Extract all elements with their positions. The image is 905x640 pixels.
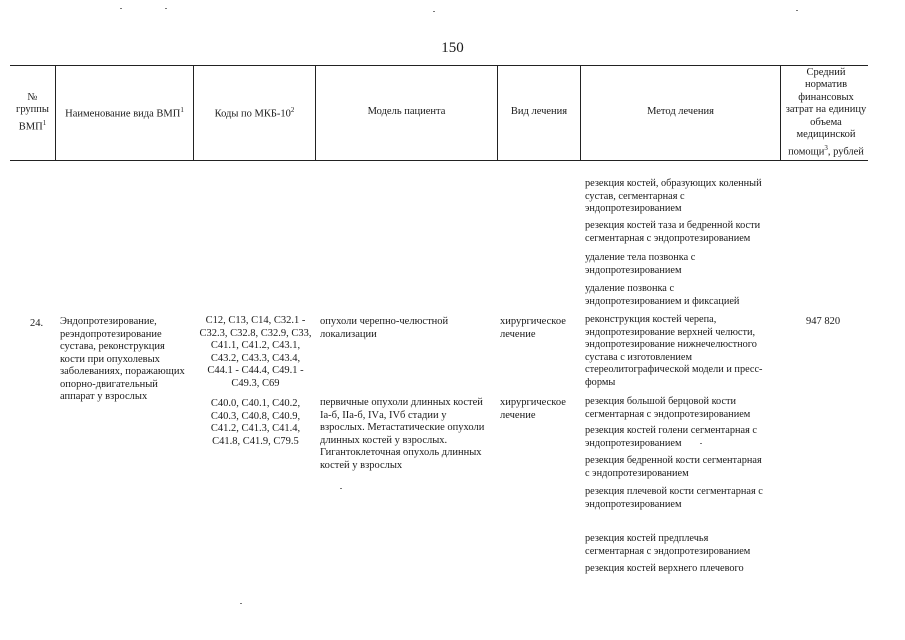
header-treatment-type-text: Вид лечения <box>510 106 568 118</box>
vmp-name: Эндопротезирование, реэндопротезирование сустава, реконструкция кости при опухолевых заболеваниях, поражающих опорно-двигательный аппарат у взрослых <box>60 316 185 402</box>
method-item: реконструкция костей черепа, эндопротезирование верхней челюсти, эндопротезирование нижнечелюстного сустава с изготовлением стереолитографической модели и пресс- формы <box>585 314 763 388</box>
header-icd-codes-text: Коды по МКБ-10 <box>214 108 291 120</box>
method-item: резекция костей, образующих коленный сустав, сегментарная с эндопротезированием <box>585 178 762 214</box>
footnote-mark: 2 <box>290 106 295 114</box>
method-item: резекция костей предплечья сегментарная с эндопротезированием <box>585 533 751 557</box>
method-item: резекция костей верхнего плечевого <box>585 563 744 574</box>
scan-speck <box>700 443 702 444</box>
scan-speck <box>240 603 242 604</box>
header-icd-codes <box>194 65 315 160</box>
method-item: резекция костей голени сегментарная с эндопротезированием <box>585 425 757 449</box>
method-item: резекция плечевой кости сегментарная с эндопротезированием <box>585 486 763 510</box>
patient-model-1: опухоли черепно-челюстной локализации <box>320 316 449 340</box>
scan-speck <box>433 11 435 12</box>
method-item: резекция большой берцовой кости сегментарная с эндопротезированием <box>585 396 751 420</box>
method-item: удаление позвонка с эндопротезированием и фиксацией <box>585 283 740 307</box>
scan-speck <box>120 8 122 9</box>
header-treatment-method-text: Метод лечения <box>647 106 714 118</box>
method-item: удаление тела позвонка с эндопротезированием <box>585 252 696 276</box>
header-vmp-name <box>56 65 193 160</box>
treatment-type-2: хирургическое лечение <box>500 397 566 421</box>
icd-codes-2: C40.0, C40.1, C40.2, C40.3, C40.8, C40.9, C41.2, C41.3, C41.4, C41.8, C41.9, C79.5 <box>210 398 301 447</box>
header-group-no-text: № группы ВМП <box>16 91 49 132</box>
treatment-type-1: хирургическое лечение <box>500 316 566 340</box>
footnote-mark: 3 <box>824 143 828 152</box>
header-patient-model-text: Модель пациента <box>367 106 446 118</box>
header-treatment-type <box>498 65 580 160</box>
footnote-mark: 1 <box>180 106 184 114</box>
footnote-mark: 1 <box>42 118 47 127</box>
patient-model-2: первичные опухоли длинных костей Iа-б, IIа-б, IVа, IVб стадии у взрослых. Метастатические опухоли длинных костей у взрослых. Гигантоклеточная опухоль длинных костей у взрослых <box>320 397 485 471</box>
header-patient-model <box>316 65 497 160</box>
col-divider <box>780 65 781 160</box>
scan-speck <box>165 8 167 9</box>
group-number: 24. <box>30 318 44 329</box>
method-item: резекция костей таза и бедренной кости сегментарная с эндопротезированием <box>585 220 761 244</box>
header-group-no <box>10 65 55 160</box>
header-vmp-name-text: Наименование вида ВМП <box>65 108 181 120</box>
header-avg-cost-text: Средний норматив финансовых затрат на единицу объема медицинской помощи <box>785 66 867 157</box>
scan-speck <box>340 488 342 489</box>
header-bottom-border <box>10 160 868 161</box>
scan-speck <box>796 10 798 11</box>
page-number: 150 <box>441 40 464 56</box>
method-item: резекция бедренной кости сегментарная с эндопротезированием <box>585 455 762 479</box>
header-avg-cost-tail: , рублей <box>827 146 864 157</box>
header-avg-cost <box>782 65 870 160</box>
icd-codes-1: C12, C13, C14, C32.1 - C32.3, C32.8, C32.9, C33, C41.1, C41.2, C43.1, C43.2, C43.3, C43.4, C44.1 - C44.4, C49.1 - C49.3, C69 <box>199 315 312 389</box>
avg-cost-value: 947 820 <box>806 316 841 327</box>
header-treatment-method <box>581 65 780 160</box>
